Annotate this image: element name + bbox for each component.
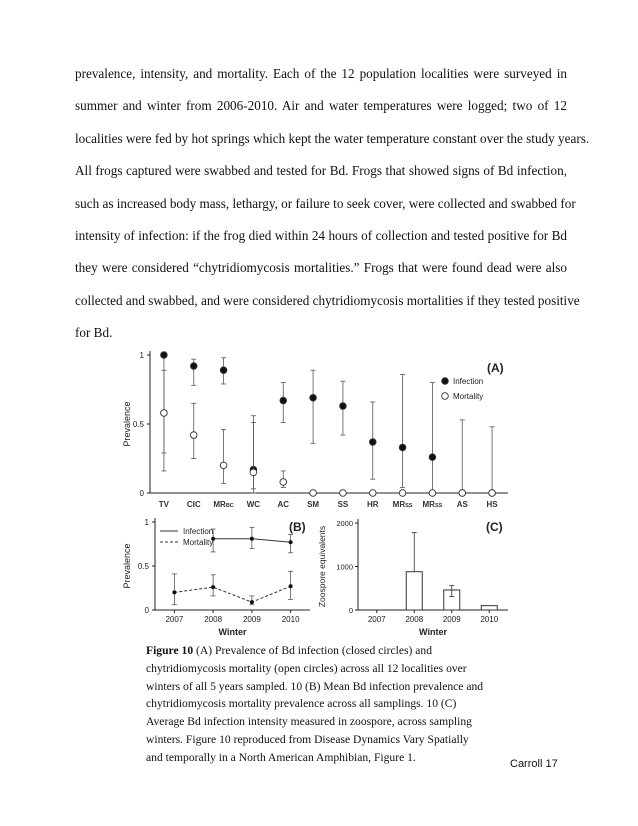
infection-point <box>310 394 317 401</box>
y-axis-title: Prevalence <box>122 401 132 447</box>
infection-point <box>220 367 227 374</box>
caption-text: winters of all 5 years sampled. 10 (B) Mean Bd infection prevalence and <box>146 679 484 693</box>
mortality-point <box>289 584 293 588</box>
x-tick-label: AC <box>277 500 290 509</box>
y-tick-label: 0.5 <box>137 562 149 571</box>
x-tick-label: 2008 <box>405 615 424 624</box>
mortality-point <box>429 490 436 497</box>
x-axis-title: Winter <box>218 627 247 637</box>
x-tick-label: MRSS <box>422 500 443 509</box>
panel-label: (C) <box>486 520 503 534</box>
caption-line <box>146 660 526 678</box>
x-tick-label: TV <box>158 500 170 509</box>
mortality-point <box>399 490 406 497</box>
caption-line <box>146 695 526 713</box>
mortality-line <box>174 586 290 602</box>
body-line: for Bd. <box>75 325 113 341</box>
caption-line <box>146 731 526 749</box>
mortality-point <box>369 490 376 497</box>
body-line: prevalence, intensity, and mortality. Each of the 12 population localities were surveyed in <box>75 66 567 81</box>
x-tick-label: 2007 <box>165 615 184 624</box>
body-line: such as increased body mass, lethargy, or failure to seek cover, were collected and swabbed for <box>75 195 576 211</box>
body-line: All frogs captured were swabbed and tested for Bd. Frogs that showed signs of Bd infection, <box>75 163 567 179</box>
x-tick-label: SM <box>307 500 320 509</box>
x-tick-label: WC <box>246 500 261 509</box>
x-tick-label: CIC <box>186 500 201 509</box>
y-tick-label: 2000 <box>336 519 353 528</box>
x-tick-label: 2008 <box>204 615 223 624</box>
bar <box>481 606 497 610</box>
infection-point <box>280 397 287 404</box>
panel-label: (B) <box>289 520 306 534</box>
caption-line <box>146 713 526 731</box>
x-tick-label: 2010 <box>281 615 300 624</box>
y-tick-label: 0.5 <box>132 420 144 429</box>
y-tick-label: 0 <box>144 606 149 615</box>
caption-text: chytridiomycosis mortality prevalence across all samplings. 10 (C) <box>146 697 457 711</box>
y-tick-label: 1000 <box>336 562 353 572</box>
y-axis-title: Zoospore equivalents <box>317 525 327 608</box>
mortality-point <box>161 410 168 417</box>
mortality-point <box>172 590 176 594</box>
mortality-point <box>280 479 287 486</box>
body-line: localities were fed by hot springs which kept the water temperature constant over the study years. <box>75 130 590 146</box>
legend-label: Mortality <box>183 538 214 547</box>
infection-point <box>250 537 254 541</box>
mortality-point <box>211 585 215 589</box>
legend-label: Infection <box>183 527 214 536</box>
x-tick-label: MRBC <box>213 500 234 509</box>
y-tick-label: 1 <box>139 351 144 360</box>
mortality-point <box>340 490 347 497</box>
mortality-point <box>489 490 496 497</box>
body-line: collected and swabbed, and were considered chytridiomycosis mortalities if they tested positive <box>75 292 580 308</box>
body-line: summer and winter from 2006-2010. Air and water temperatures were logged; two of 12 <box>75 98 567 114</box>
legend-marker <box>442 393 449 400</box>
legend-marker <box>442 378 449 385</box>
body-line: intensity of infection: if the frog died within 24 hours of collection and tested positive for Bd <box>75 228 567 244</box>
x-tick-label: HS <box>486 500 498 509</box>
x-tick-label: 2007 <box>367 615 386 624</box>
panel-c <box>317 519 508 637</box>
x-tick-label: AS <box>456 500 468 509</box>
caption-text: chytridiomycosis mortality (open circles) across all 12 localities over <box>146 661 467 675</box>
mortality-point <box>190 432 197 439</box>
mortality-point <box>250 600 254 604</box>
infection-point <box>340 403 347 410</box>
mortality-point <box>250 469 257 476</box>
x-tick-label: 2009 <box>242 615 261 624</box>
y-tick-label: 0 <box>139 489 144 498</box>
caption-line <box>146 678 526 696</box>
panel-label: (A) <box>487 361 504 375</box>
y-tick-label: 1 <box>144 518 149 527</box>
bar <box>406 572 422 610</box>
x-axis-title: Winter <box>419 627 447 637</box>
caption-line <box>146 749 526 767</box>
panel-a <box>122 351 508 509</box>
mortality-point <box>459 490 466 497</box>
caption-text: (A) Prevalence of Bd infection (closed circles) and <box>196 644 432 657</box>
page-footer: Carroll 17 <box>510 758 558 770</box>
y-tick-label: 0 <box>348 606 353 615</box>
mortality-point <box>220 462 227 469</box>
x-tick-label: SS <box>337 500 349 509</box>
infection-point <box>369 439 376 446</box>
x-tick-label: 2010 <box>480 615 499 624</box>
x-tick-label: HR <box>366 500 379 509</box>
mortality-point <box>310 490 317 497</box>
legend-label: Infection <box>453 377 484 386</box>
y-axis-title: Prevalence <box>122 543 132 589</box>
caption-text: and temporally in a North American Amphibian, Figure 1. <box>146 750 416 764</box>
infection-point <box>190 363 197 370</box>
infection-point <box>429 454 436 461</box>
infection-point <box>399 444 406 451</box>
figure-caption <box>146 642 526 767</box>
infection-point <box>161 352 168 359</box>
caption-label: Figure 10 <box>146 644 194 657</box>
caption-text: Average Bd infection intensity measured in zoospore, across sampling <box>146 715 472 729</box>
infection-point <box>289 540 293 544</box>
x-tick-label: 2009 <box>442 615 461 624</box>
panel-b <box>122 518 310 637</box>
x-tick-label: MRSS <box>392 500 413 509</box>
body-line: they were considered “chytridiomycosis mortalities.” Frogs that were found dead were also <box>75 260 567 276</box>
legend-label: Mortality <box>453 392 484 401</box>
caption-line <box>146 642 526 660</box>
caption-text: winters. Figure 10 reproduced from Disease Dynamics Vary Spatially <box>146 732 469 746</box>
